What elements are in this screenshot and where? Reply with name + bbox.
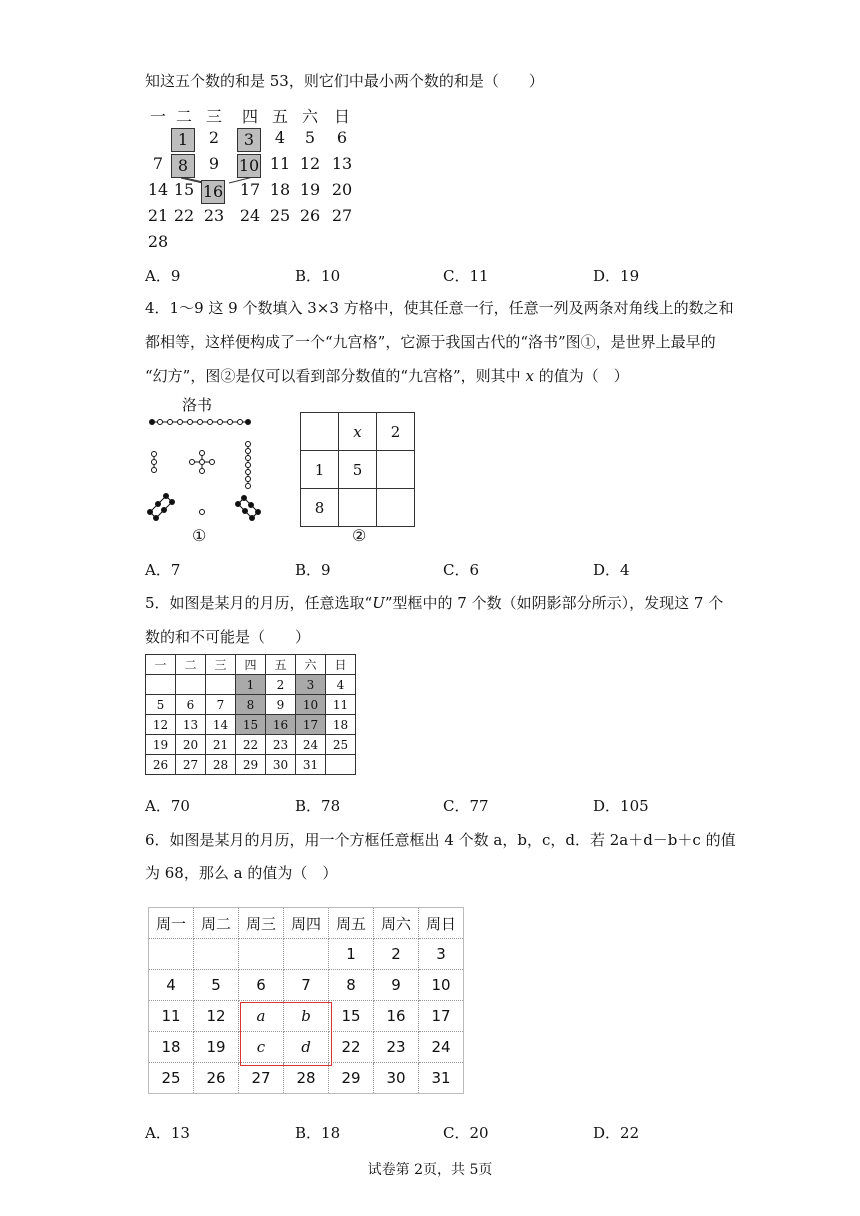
magic-square-cell (377, 489, 415, 527)
q3-cal-header: 五 (271, 107, 288, 126)
q5-cal-row (146, 715, 356, 735)
q6-calendar (148, 907, 464, 1094)
q6-cal-cell: 10 (419, 970, 464, 1001)
q6-cal-cell: 27 (239, 1063, 284, 1094)
q6-cal-cell: 26 (194, 1063, 239, 1094)
q3-cal-cell: 3 (237, 128, 261, 152)
q6-cal-row (149, 1063, 464, 1094)
q6-cal-cell (194, 939, 239, 970)
q6-cal-header: 周四 (284, 908, 329, 939)
q6-cal-cell: 11 (149, 1001, 194, 1032)
q5-cal-header: 二 (176, 655, 206, 675)
q5-cal-cell: 6 (176, 695, 206, 715)
q3-cal-header: 四 (241, 107, 258, 126)
q3-cal-cell: 26 (299, 206, 321, 225)
q6-cal-cell: 7 (284, 970, 329, 1001)
page-footer: 试卷第 2页，共 5页 (367, 1162, 493, 1178)
q4-line3-b: 的值为（ ） (533, 367, 629, 385)
q5-calendar (145, 654, 356, 775)
q4-option-c[interactable]: C．6 (443, 561, 480, 579)
q5-cal-cell: 29 (236, 755, 266, 775)
q6-cal-cell: 8 (329, 970, 374, 1001)
q5-cal-cell: 14 (206, 715, 236, 735)
q5-cal-cell: 9 (266, 695, 296, 715)
q3-cal-cell: 23 (203, 206, 225, 225)
q5-cal-cell (176, 675, 206, 695)
magic-square-cell: 1 (301, 451, 339, 489)
q5-cal-cell: 3 (296, 675, 326, 695)
q6-cal-cell (239, 939, 284, 970)
q3-cal-cell: 16 (201, 180, 225, 204)
q6-cal-cell: 16 (374, 1001, 419, 1032)
q5-line1 (145, 592, 723, 613)
q6-line2: 为 68，那么 a 的值为（ ） (145, 864, 338, 882)
q3-cal-cell: 22 (173, 206, 195, 225)
q3-cal-cell: 11 (269, 154, 291, 173)
magic-square-cell (301, 413, 339, 451)
q3-option-a[interactable]: A．9 (145, 267, 181, 285)
q6-option-d[interactable]: D．22 (593, 1124, 640, 1142)
q5-option-a[interactable]: A．70 (145, 797, 190, 815)
q6-cal-header: 周五 (329, 908, 374, 939)
q5-cal-cell: 1 (236, 675, 266, 695)
q6-cal-cell: 30 (374, 1063, 419, 1094)
q5-cal-cell: 27 (176, 755, 206, 775)
q6-cal-cell: 5 (194, 970, 239, 1001)
q5-cal-cell: 20 (176, 735, 206, 755)
magic-square-row (301, 413, 415, 451)
fig2-label: ② (352, 526, 367, 545)
q3-option-b[interactable]: B．10 (295, 267, 341, 285)
luoshu-title: 洛书 (182, 396, 213, 414)
q5-cal-cell: 7 (206, 695, 236, 715)
q5-cal-cell: 13 (176, 715, 206, 735)
q5-cal-cell: 31 (296, 755, 326, 775)
q5-cal-header: 六 (296, 655, 326, 675)
q6-cal-cell: 25 (149, 1063, 194, 1094)
q6-cal-cell: 1 (329, 939, 374, 970)
q3-cal-cell: 25 (269, 206, 291, 225)
q5-cal-row (146, 675, 356, 695)
q5-cal-cell: 4 (326, 675, 356, 695)
q3-cal-cell: 15 (173, 180, 195, 199)
q3-cal-cell: 21 (147, 206, 169, 225)
q6-cal-cell: 6 (239, 970, 284, 1001)
q5-cal-cell: 26 (146, 755, 176, 775)
q5-cal-cell: 17 (296, 715, 326, 735)
q6-cal-cell: 23 (374, 1032, 419, 1063)
q6-cal-cell: 3 (419, 939, 464, 970)
q3-cal-cell: 10 (237, 154, 261, 178)
q6-cal-header: 周一 (149, 908, 194, 939)
luoshu-figure (140, 392, 265, 547)
q6-cal-header: 周二 (194, 908, 239, 939)
magic-square-cell: 8 (301, 489, 339, 527)
q4-line1: 4．1～9 这 9 个数填入 3×3 方格中，使其任意一行，任意一列及两条对角线上的数之和 (145, 299, 734, 317)
q3-cal-cell: 28 (147, 232, 169, 251)
q3-cal-cell: 24 (239, 206, 261, 225)
q6-cal-cell: 12 (194, 1001, 239, 1032)
q5-option-b[interactable]: B．78 (295, 797, 341, 815)
q6-cal-cell: 29 (329, 1063, 374, 1094)
q5-cal-cell: 30 (266, 755, 296, 775)
q5-cal-row (146, 695, 356, 715)
q5-option-d[interactable]: D．105 (593, 797, 649, 815)
q4-option-d[interactable]: D．4 (593, 561, 630, 579)
q3-cal-cell: 18 (269, 180, 291, 199)
q3-calendar (145, 104, 365, 254)
q5-cal-cell: 24 (296, 735, 326, 755)
q3-cal-cell: 13 (331, 154, 353, 173)
q6-cal-cell: a (239, 1001, 284, 1032)
q3-cal-cell: 19 (299, 180, 321, 199)
q4-line3-var: x (525, 367, 534, 385)
q5-cal-cell: 11 (326, 695, 356, 715)
q6-cal-cell: c (239, 1032, 284, 1063)
q5-cal-header: 一 (146, 655, 176, 675)
q6-cal-cell: 17 (419, 1001, 464, 1032)
q5-cal-cell: 25 (326, 735, 356, 755)
q3-cal-cell: 1 (171, 128, 195, 152)
q4-line2: 都相等，这样便构成了一个“九宫格”，它源于我国古代的“洛书”图①，是世界上最早的 (145, 333, 716, 351)
luoshu-dots-diagram (140, 392, 265, 522)
q5-cal-cell: 16 (266, 715, 296, 735)
q5-cal-cell: 23 (266, 735, 296, 755)
q6-cal-row (149, 939, 464, 970)
q5-line1-a: 5．如图是某月的月历，任意选取“ (145, 594, 373, 612)
q6-cal-cell: 22 (329, 1032, 374, 1063)
q3-cal-cell: 8 (171, 154, 195, 178)
q5-cal-cell: 21 (206, 735, 236, 755)
q6-cal-header: 周六 (374, 908, 419, 939)
q6-cal-cell: 4 (149, 970, 194, 1001)
q6-cal-cell: 9 (374, 970, 419, 1001)
q5-line1-b: ”型框中的 7 个数（如阴影部分所示），发现这 7 个 (384, 594, 724, 612)
q5-cal-cell: 19 (146, 735, 176, 755)
magic-square-cell: 5 (339, 451, 377, 489)
q3-cal-cell: 6 (336, 128, 348, 147)
q3-cal-cell: 5 (304, 128, 316, 147)
q6-cal-cell (149, 939, 194, 970)
q5-cal-cell: 18 (326, 715, 356, 735)
q6-cal-row (149, 970, 464, 1001)
q3-cal-cell: 7 (152, 154, 164, 173)
q5-cal-cell: 8 (236, 695, 266, 715)
q4-option-a[interactable]: A．7 (145, 561, 181, 579)
q6-cal-header: 周日 (419, 908, 464, 939)
q5-cal-header: 四 (236, 655, 266, 675)
q5-line2: 数的和不可能是（ ） (145, 628, 311, 646)
magic-square-row (301, 451, 415, 489)
q6-cal-header-row (149, 908, 464, 939)
fig1-label: ① (192, 526, 207, 545)
magic-square-cell (339, 489, 377, 527)
q6-cal-cell: d (284, 1032, 329, 1063)
q3-cal-header: 三 (205, 107, 222, 126)
q5-cal-cell: 2 (266, 675, 296, 695)
q3-cal-cell: 20 (331, 180, 353, 199)
q3-option-c[interactable]: C．11 (443, 267, 489, 285)
q6-cal-cell: 31 (419, 1063, 464, 1094)
q5-cal-row (146, 755, 356, 775)
magic-square-cell (377, 451, 415, 489)
q6-option-a[interactable]: A．13 (145, 1124, 190, 1142)
q6-cal-cell: 2 (374, 939, 419, 970)
q6-cal-cell: 18 (149, 1032, 194, 1063)
magic-square-cell: x (339, 413, 377, 451)
q5-option-c[interactable]: C．77 (443, 797, 489, 815)
q6-cal-header: 周三 (239, 908, 284, 939)
q3-cal-cell: 14 (147, 180, 169, 199)
q5-cal-header: 日 (326, 655, 356, 675)
q5-cal-cell: 22 (236, 735, 266, 755)
q3-cal-header: 日 (333, 107, 350, 126)
q6-cal-cell: 28 (284, 1063, 329, 1094)
q6-option-b[interactable]: B．18 (295, 1124, 341, 1142)
q6-line1: 6．如图是某月的月历，用一个方框任意框出 4 个数 a，b，c，d．若 2a＋d－b＋c 的值 (145, 831, 736, 849)
q3-stem-tail: 知这五个数的和是 53，则它们中最小两个数的和是（ ） (145, 72, 544, 90)
q6-cal-cell: b (284, 1001, 329, 1032)
q6-cal-cell: 15 (329, 1001, 374, 1032)
q3-cal-cell: 4 (274, 128, 286, 147)
q5-cal-cell: 10 (296, 695, 326, 715)
q3-option-d[interactable]: D．19 (593, 267, 640, 285)
q5-cal-cell: 5 (146, 695, 176, 715)
magic-square-cell: 2 (377, 413, 415, 451)
q3-cal-header: 二 (175, 107, 192, 126)
q4-line3-a: “幻方”，图②是仅可以看到部分数值的“九宫格”，则其中 (145, 367, 526, 385)
magic-square (300, 412, 415, 527)
q4-line3 (145, 365, 629, 386)
q4-option-b[interactable]: B．9 (295, 561, 331, 579)
q5-cal-header: 三 (206, 655, 236, 675)
q5-cal-cell (326, 755, 356, 775)
q3-cal-header: 六 (301, 107, 318, 126)
q3-cal-cell: 12 (299, 154, 321, 173)
q6-cal-cell: 19 (194, 1032, 239, 1063)
q5-cal-cell: 15 (236, 715, 266, 735)
q3-cal-cell: 27 (331, 206, 353, 225)
q5-cal-cell (146, 675, 176, 695)
q3-cal-cell: 9 (208, 154, 220, 173)
q5-cal-cell (206, 675, 236, 695)
q6-selection-box (240, 1002, 332, 1066)
q5-cal-header: 五 (266, 655, 296, 675)
q5-cal-cell: 12 (146, 715, 176, 735)
magic-square-row (301, 489, 415, 527)
q6-cal-cell: 24 (419, 1032, 464, 1063)
q3-cal-cell: 17 (239, 180, 261, 199)
q5-cal-header-row (146, 655, 356, 675)
q6-option-c[interactable]: C．20 (443, 1124, 489, 1142)
q5-line1-var: U (372, 594, 385, 612)
q3-cal-header: 一 (149, 107, 166, 126)
q6-cal-cell (284, 939, 329, 970)
q3-cal-cell: 2 (208, 128, 220, 147)
q5-cal-row (146, 735, 356, 755)
q5-cal-cell: 28 (206, 755, 236, 775)
